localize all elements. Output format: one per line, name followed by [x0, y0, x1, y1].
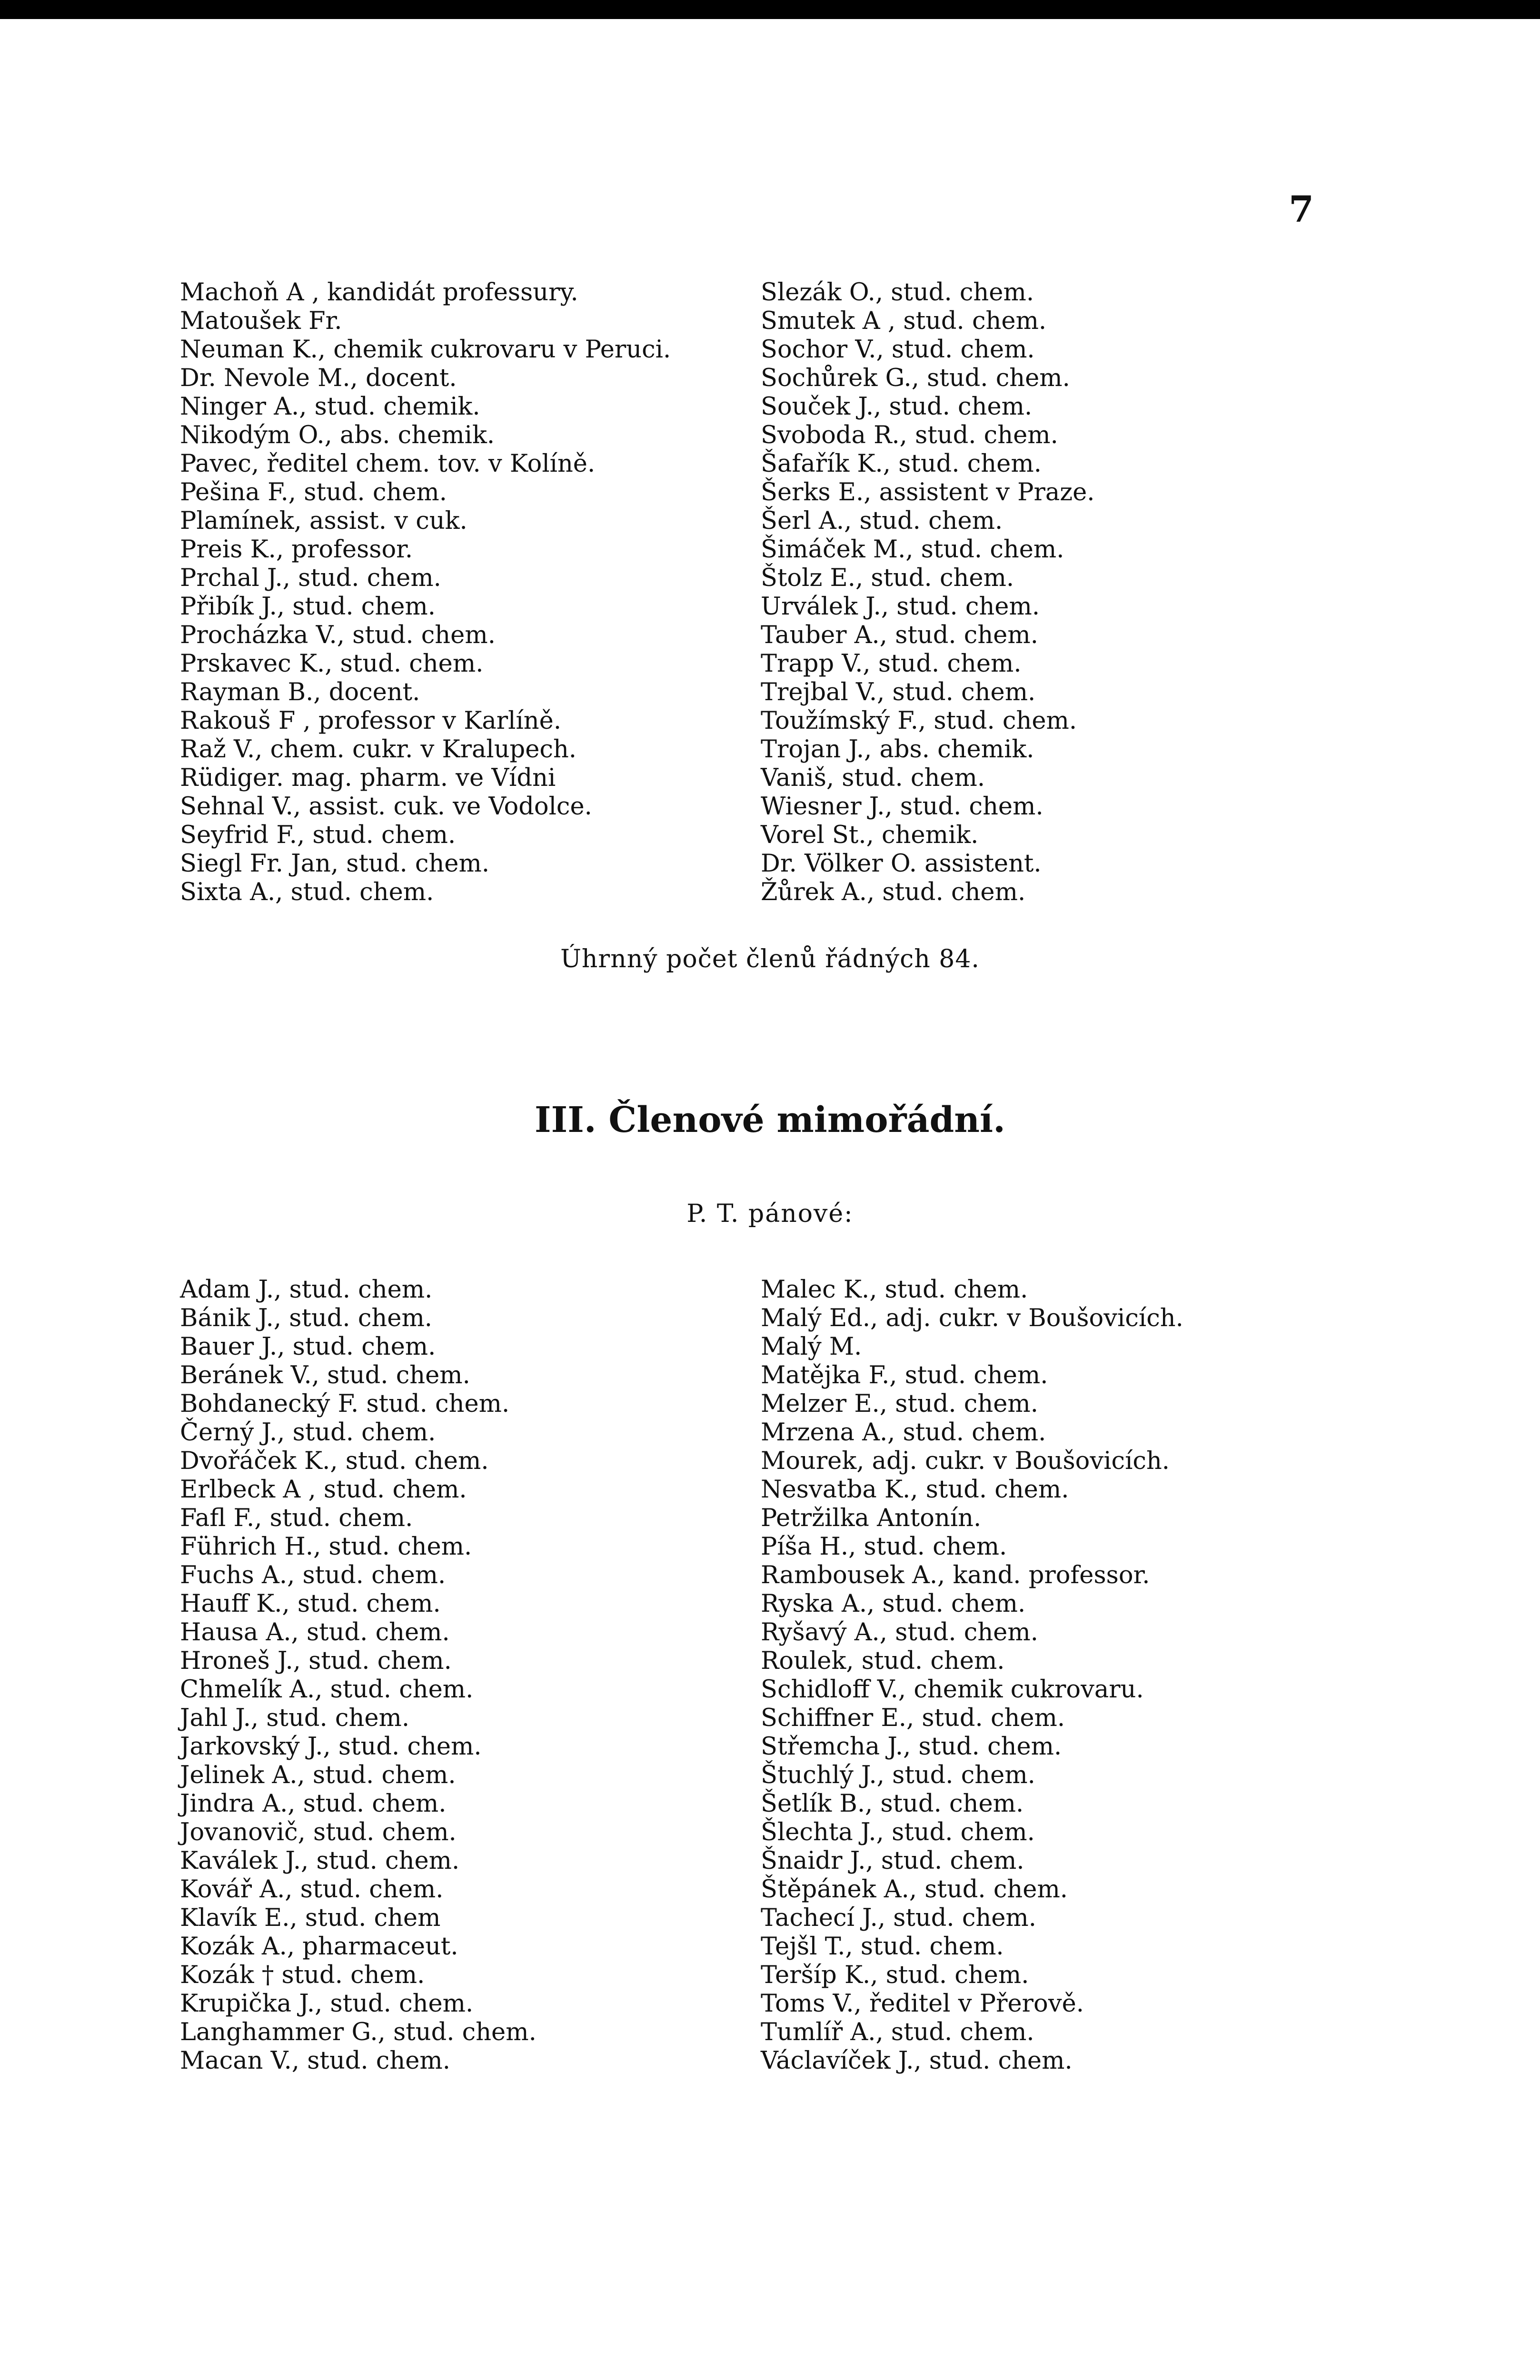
member-entry: Přibík J., stud. chem.	[180, 593, 436, 621]
member-entry: Dr. Nevole M., docent.	[180, 364, 457, 392]
member-entry: Toms V., ředitel v Přerově.	[761, 1990, 1084, 2018]
member-entry: Tauber A., stud. chem.	[761, 621, 1038, 649]
member-entry: Souček J., stud. chem.	[761, 393, 1033, 421]
member-entry: Macan V., stud. chem.	[180, 2047, 450, 2075]
member-entry: Pavec, ředitel chem. tov. v Kolíně.	[180, 450, 596, 478]
member-entry: Smutek A , stud. chem.	[761, 307, 1047, 335]
member-entry: Šimáček M., stud. chem.	[761, 536, 1064, 564]
member-entry: Slezák O., stud. chem.	[761, 278, 1034, 307]
member-entry: Bohdanecký F. stud. chem.	[180, 1390, 510, 1418]
member-entry: Plamínek, assist. v cuk.	[180, 507, 467, 535]
member-entry: Erlbeck A , stud. chem.	[180, 1476, 467, 1504]
member-entry: Matoušek Fr.	[180, 307, 342, 335]
member-entry: Mourek, adj. cukr. v Boušovicích.	[761, 1447, 1170, 1475]
page-number: 7	[1289, 188, 1314, 230]
member-entry: Sochůrek G., stud. chem.	[761, 364, 1070, 392]
member-entry: Hroneš J., stud. chem.	[180, 1647, 452, 1675]
member-entry: Šafařík K., stud. chem.	[761, 450, 1042, 478]
extraordinary-members-list-right	[761, 1276, 1183, 2075]
member-entry: Jovanovič, stud. chem.	[180, 1818, 457, 1846]
member-entry: Trapp V., stud. chem.	[761, 650, 1022, 678]
member-entry: Rambousek A., kand. professor.	[761, 1561, 1150, 1589]
member-entry: Štěpánek A., stud. chem.	[761, 1875, 1068, 1904]
member-entry: Rayman B., docent.	[180, 678, 420, 706]
member-entry: Trojan J., abs. chemik.	[761, 735, 1034, 764]
member-entry: Černý J., stud. chem.	[180, 1418, 436, 1447]
member-entry: Schidloff V., chemik cukrovaru.	[761, 1676, 1144, 1704]
member-entry: Šerks E., assistent v Praze.	[761, 478, 1095, 506]
member-entry: Sehnal V., assist. cuk. ve Vodolce.	[180, 793, 592, 821]
member-entry: Fuchs A., stud. chem.	[180, 1561, 446, 1589]
members-list-right	[761, 278, 1095, 907]
member-entry: Bánik J., stud. chem.	[180, 1304, 433, 1332]
member-entry: Matějka F., stud. chem.	[761, 1361, 1048, 1389]
member-entry: Kozák A., pharmaceut.	[180, 1933, 458, 1961]
member-entry: Schiffner E., stud. chem.	[761, 1704, 1065, 1732]
member-entry: Hauff K., stud. chem.	[180, 1590, 441, 1618]
member-entry: Petržilka Antonín.	[761, 1504, 982, 1532]
member-entry: Václavíček J., stud. chem.	[761, 2047, 1073, 2075]
member-entry: Žůrek A., stud. chem.	[761, 878, 1026, 906]
member-entry: Tejšl T., stud. chem.	[761, 1933, 1004, 1961]
member-entry: Prchal J., stud. chem.	[180, 564, 441, 592]
member-entry: Chmelík A., stud. chem.	[180, 1676, 474, 1704]
member-entry: Rüdiger. mag. pharm. ve Vídni	[180, 764, 556, 792]
member-entry: Procházka V., stud. chem.	[180, 621, 496, 649]
member-entry: Šerl A., stud. chem.	[761, 507, 1003, 535]
member-entry: Klavík E., stud. chem	[180, 1904, 441, 1932]
member-entry: Prskavec K., stud. chem.	[180, 650, 484, 678]
member-entry: Dr. Völker O. assistent.	[761, 850, 1042, 878]
member-entry: Siegl Fr. Jan, stud. chem.	[180, 850, 490, 878]
member-entry: Kozák † stud. chem.	[180, 1961, 425, 1989]
member-entry: Ninger A., stud. chemik.	[180, 393, 480, 421]
member-entry: Tachecí J., stud. chem.	[761, 1904, 1037, 1932]
section-heading: III. Členové mimořádní.	[535, 1100, 1005, 1140]
member-entry: Vorel St., chemik.	[761, 821, 979, 849]
member-entry: Jindra A., stud. chem.	[180, 1790, 447, 1818]
member-entry: Pešina F., stud. chem.	[180, 478, 447, 506]
member-entry: Šnaidr J., stud. chem.	[761, 1847, 1024, 1875]
member-entry: Ryšavý A., stud. chem.	[761, 1618, 1038, 1646]
member-entry: Roulek, stud. chem.	[761, 1647, 1005, 1675]
member-entry: Trejbal V., stud. chem.	[761, 678, 1036, 706]
member-entry: Šlechta J., stud. chem.	[761, 1818, 1035, 1846]
section-subheading: P. T. pánové:	[686, 1200, 854, 1228]
member-entry: Dvořáček K., stud. chem.	[180, 1447, 489, 1475]
member-entry: Sochor V., stud. chem.	[761, 336, 1035, 364]
member-entry: Svoboda R., stud. chem.	[761, 421, 1058, 449]
member-entry: Nesvatba K., stud. chem.	[761, 1476, 1069, 1504]
member-entry: Toužímský F., stud. chem.	[761, 707, 1077, 735]
member-entry: Ryska A., stud. chem.	[761, 1590, 1026, 1618]
member-entry: Kovář A., stud. chem.	[180, 1875, 444, 1904]
member-entry: Neuman K., chemik cukrovaru v Peruci.	[180, 336, 671, 364]
member-entry: Kaválek J., stud. chem.	[180, 1847, 460, 1875]
extraordinary-members-list-left	[180, 1276, 537, 2075]
member-entry: Sixta A., stud. chem.	[180, 878, 434, 906]
member-entry: Langhammer G., stud. chem.	[180, 2018, 537, 2046]
member-entry: Jarkovský J., stud. chem.	[180, 1733, 482, 1761]
member-entry: Mrzena A., stud. chem.	[761, 1418, 1046, 1447]
member-entry: Teršíp K., stud. chem.	[761, 1961, 1029, 1989]
member-entry: Raž V., chem. cukr. v Kralupech.	[180, 735, 577, 764]
member-entry: Adam J., stud. chem.	[180, 1276, 433, 1304]
member-entry: Štolz E., stud. chem.	[761, 564, 1014, 592]
scan-edge-bar	[0, 0, 1540, 19]
member-entry: Krupička J., stud. chem.	[180, 1990, 474, 2018]
member-entry: Fafl F., stud. chem.	[180, 1504, 413, 1532]
member-entry: Machoň A , kandidát professury.	[180, 278, 578, 307]
member-entry: Malý Ed., adj. cukr. v Boušovicích.	[761, 1304, 1183, 1332]
member-entry: Šetlík B., stud. chem.	[761, 1790, 1024, 1818]
member-entry: Malec K., stud. chem.	[761, 1276, 1028, 1304]
member-entry: Píša H., stud. chem.	[761, 1533, 1007, 1561]
member-entry: Preis K., professor.	[180, 536, 413, 564]
member-entry: Hausa A., stud. chem.	[180, 1618, 450, 1646]
member-entry: Štuchlý J., stud. chem.	[761, 1761, 1035, 1789]
member-entry: Wiesner J., stud. chem.	[761, 793, 1043, 821]
member-entry: Bauer J., stud. chem.	[180, 1333, 436, 1361]
member-entry: Jahl J., stud. chem.	[180, 1704, 410, 1732]
members-list-left	[180, 278, 671, 907]
member-entry: Beránek V., stud. chem.	[180, 1361, 470, 1389]
member-entry: Melzer E., stud. chem.	[761, 1390, 1038, 1418]
member-entry: Střemcha J., stud. chem.	[761, 1733, 1062, 1761]
member-entry: Rakouš F , professor v Karlíně.	[180, 707, 562, 735]
members-total-summary: Úhrnný počet členů řádných 84.	[560, 945, 980, 973]
member-entry: Jelinek A., stud. chem.	[180, 1761, 456, 1789]
member-entry: Urválek J., stud. chem.	[761, 593, 1040, 621]
member-entry: Vaniš, stud. chem.	[761, 764, 985, 792]
member-entry: Führich H., stud. chem.	[180, 1533, 472, 1561]
member-entry: Nikodým O., abs. chemik.	[180, 421, 495, 449]
member-entry: Seyfrid F., stud. chem.	[180, 821, 456, 849]
member-entry: Tumlíř A., stud. chem.	[761, 2018, 1034, 2046]
member-entry: Malý M.	[761, 1333, 862, 1361]
